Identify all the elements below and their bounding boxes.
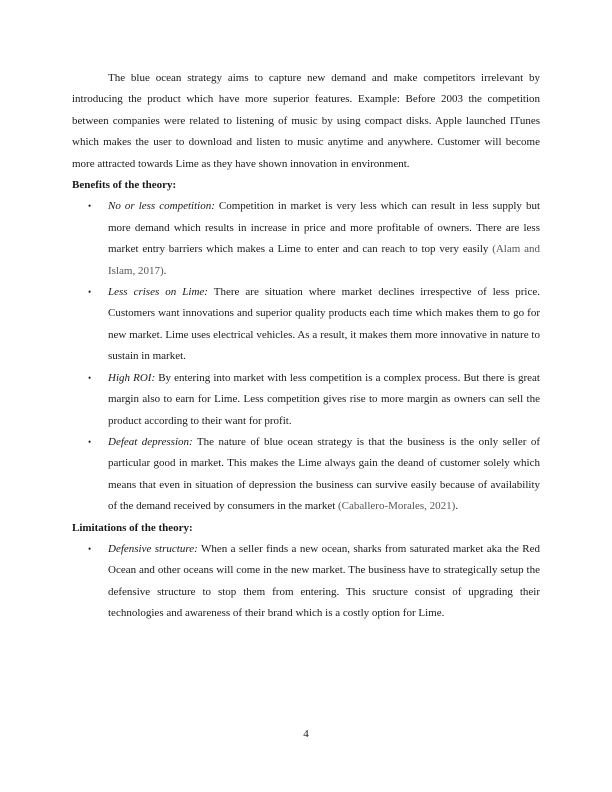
page-number: 4	[303, 728, 309, 740]
item-title: Defeat depression:	[108, 435, 193, 448]
list-item	[72, 432, 540, 518]
item-text: By entering into market with less competition is a complex process. But there is great margin also to earn for Lime. Less competition gives rise to more margin as owners can sell the product according to their want for profit.	[108, 371, 540, 427]
list-item	[72, 196, 540, 282]
item-title: High ROI:	[108, 371, 156, 384]
limitations-heading: Limitations of the theory:	[72, 521, 193, 534]
citation: (Alam and Islam, 2017)	[108, 243, 541, 277]
list-item	[72, 368, 540, 432]
item-text: Competition in market is very less which can result in less supply but more demand which results in increase in price and more profitable of owners. There are less market entry barriers which makes a Lime to enter and can reach to top very easily	[108, 200, 540, 256]
item-tail: .	[455, 500, 459, 513]
item-text: When a seller finds a new ocean, sharks from saturated market aka the Red Ocean and other oceans will come in the new market. The business have to strategically setup the defensive structure to stop them from entering. This sructure consist of upgrading their technologies and awareness of their brand which is a costly option for Lime.	[108, 542, 540, 620]
bullet-icon: •	[88, 372, 92, 383]
list-item	[72, 282, 540, 368]
bullet-icon: •	[88, 436, 92, 447]
item-title: Less crises on Lime:	[108, 286, 208, 299]
benefits-heading: Benefits of the theory:	[72, 179, 177, 192]
benefits-list	[72, 196, 540, 517]
citation: (Caballero-Morales, 2021)	[338, 500, 456, 513]
limitations-list	[72, 539, 540, 625]
bullet-icon: •	[88, 201, 92, 212]
document-body	[72, 68, 540, 625]
item-text: The nature of blue ocean strategy is that the business is the only seller of particular good in market. This makes the Lime always gain the deand of customer solely which means that even in situation of depression the business can survive easily because of availability of the demand received by consumers in the market	[108, 435, 540, 513]
item-title: Defensive structure:	[108, 542, 198, 555]
item-tail: .	[163, 264, 167, 277]
item-text: There are situation where market declines irrespective of less price. Customers want innovations and superior quality products each time which makes them to go for new market. Lime uses electrical vehicles. As a result, it makes them more innovative in nature to sustain in market.	[108, 286, 540, 363]
intro-paragraph: The blue ocean strategy aims to capture new demand and make competitors irrelevant by introducing the product which have more superior features. Example: Before 2003 the competition between companies were related to listening of music by using compact disks. Apple launched ITunes which makes the user to download and listen to music anytime and anywhere. Customer will become more attracted towards Lime as they have shown innovation in environment.	[72, 72, 540, 170]
item-title: No or less competition:	[108, 200, 215, 213]
list-item	[72, 539, 540, 625]
bullet-icon: •	[88, 543, 92, 554]
bullet-icon: •	[88, 287, 92, 298]
